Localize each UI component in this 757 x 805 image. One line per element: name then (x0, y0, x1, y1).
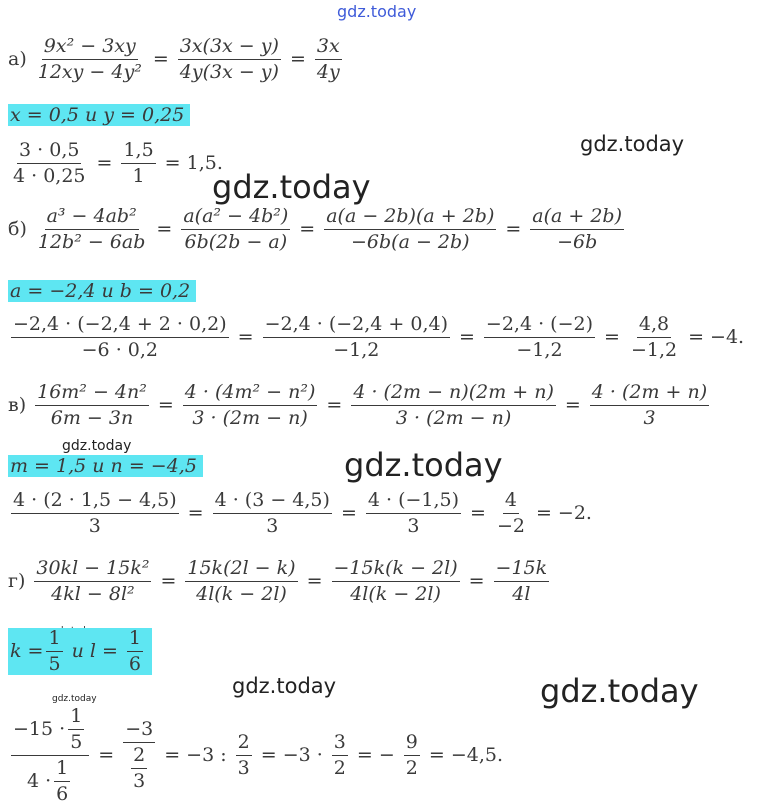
fraction (11, 140, 88, 187)
numerator: 3 (332, 732, 348, 756)
fraction (178, 36, 281, 83)
numerator-factor: −15 · (13, 717, 66, 740)
numerator: 15k(2l − k) (185, 558, 297, 582)
fraction (366, 490, 461, 537)
problem-g-calculation: −15 · $\frac{1}{5}$ 4 · $\frac{1}{6}$ = $\frac{-3}{\frac{2}{3}}$ = −3 : $\frac{2}{3}$ = −3 · $\frac{3}{2}$ = − $\frac{9}{2}$ = −4,5. (13, 705, 503, 805)
problem-v-calculation: $\frac{4 \cdot (2 \cdot 1,5 - 4,5)}{3}$ = $\frac{4 \cdot (3 - 4,5)}{3}$ = $\frac{4 \cdot (-1,5)}{3}$ = $\frac{4}{-2}$ = −2. (13, 489, 592, 537)
watermark: gdz.today (580, 132, 685, 156)
watermark: gdz.today (62, 438, 132, 454)
numerator: 3x (315, 36, 342, 60)
numerator: a(a + 2b) (530, 206, 624, 230)
denominator: 4y(3x − y) (179, 60, 279, 83)
numerator: 4 · (2m + n) (590, 382, 709, 406)
highlighted-values: m = 1,5 и n = −4,5 (8, 455, 203, 477)
numerator: 30kl − 15k² (34, 558, 151, 582)
fraction (121, 140, 155, 187)
denominator: −2 (496, 514, 525, 537)
denominator: −6b(a − 2b) (351, 230, 470, 253)
numerator: 4 · (3 − 4,5) (213, 490, 332, 514)
denominator: 4l(k − 2l) (350, 582, 441, 605)
numerator: 1 (54, 758, 70, 782)
problem-v-expression: в) $\frac{\text{16m² − 4n²}}{6m - 3n}$ = $\frac{\text{4 · (4m² − n²)}}{3 \cdot (2m - n)}$ = $\frac{4 \cdot (2m - n)(2m + n)}{3 \cdot (2m - n)}$ = $\frac{4 \cdot (2m + n)}{3}$ (8, 381, 708, 429)
denominator-factor: 4 · (27, 769, 52, 792)
compound-fraction (11, 706, 89, 805)
fraction (629, 314, 679, 361)
numerator (11, 706, 89, 756)
numerator: a(a² − 4b²) (181, 206, 290, 230)
denominator: 4y (316, 60, 340, 83)
fraction (11, 314, 229, 361)
result: = −2. (535, 502, 592, 525)
fraction (185, 558, 297, 605)
fraction (351, 382, 556, 429)
denominator: −1,2 (630, 338, 678, 361)
denominator: 4l (512, 582, 531, 605)
value-k-label: k = (10, 640, 44, 663)
fraction (54, 758, 70, 805)
numerator: −2,4 · (−2) (484, 314, 595, 338)
numerator: 1 (46, 628, 62, 652)
denominator: 4 · 0,25 (13, 164, 86, 187)
numerator: a³ − 4ab² (45, 206, 139, 230)
fraction (590, 382, 709, 429)
problem-a-calculation: $\frac{3 \cdot 0,5}{4 \cdot 0,25}$ = $\frac{1,5}{1}$ = 1,5. (13, 139, 223, 187)
numerator: 1 (127, 628, 143, 652)
fraction (315, 36, 342, 83)
denominator: −6b (557, 230, 598, 253)
numerator: 4 · (2m − n)(2m + n) (351, 382, 556, 406)
operation-text: = −3 : (164, 744, 227, 767)
highlighted-values (8, 628, 152, 675)
problem-label: б) (8, 218, 27, 241)
numerator: 9x² − 3xy (42, 36, 138, 60)
fraction (46, 628, 62, 675)
watermark: gdz.today (344, 446, 503, 484)
fraction (183, 382, 318, 429)
numerator: −2,4 · (−2,4 + 0,4) (263, 314, 450, 338)
denominator (126, 743, 152, 792)
problem-label: а) (8, 48, 27, 71)
fraction (36, 206, 148, 253)
denominator: 6m − 3n (50, 406, 134, 429)
problem-b-expression: б) $\frac{\text{a³ − 4ab²}}{\text{12b² − 6ab}}$ = $\frac{\text{a(a² − 4b²)}}{6b(2b - a)}$ = $\frac{a(a - 2b)(a + 2b)}{-6b(a - 2b)}$ = $\frac{a(a + 2b)}{-6b}$ (8, 205, 623, 253)
problem-a-values (8, 104, 190, 126)
fraction (530, 206, 624, 253)
fraction (324, 206, 496, 253)
fraction (35, 382, 149, 429)
operation-text: = − (356, 744, 395, 767)
denominator: 6 (56, 782, 69, 805)
watermark: gdz.today (540, 672, 699, 710)
numerator: 4,8 (637, 314, 671, 338)
numerator: −15k(k − 2l) (332, 558, 460, 582)
fraction (484, 314, 595, 361)
denominator: 3 · (2m − n) (192, 406, 308, 429)
highlighted-values: a = −2,4 и b = 0,2 (8, 280, 196, 302)
denominator: 4l(k − 2l) (196, 582, 287, 605)
result: = −4,5. (428, 744, 503, 767)
denominator: 2 (333, 756, 346, 779)
highlighted-values: x = 0,5 и y = 0,25 (8, 104, 190, 126)
result: = −4. (688, 326, 745, 349)
denominator: 12b² − 6ab (37, 230, 146, 253)
fraction (263, 314, 450, 361)
fraction (36, 36, 144, 83)
numerator: 9 (404, 732, 420, 756)
numerator: 4 · (−1,5) (366, 490, 461, 514)
denominator: 6 (128, 652, 141, 675)
denominator: −6 · 0,2 (81, 338, 158, 361)
fraction (213, 490, 332, 537)
watermark: gdz.today (212, 168, 371, 206)
numerator: 3x(3x − y) (178, 36, 281, 60)
problem-a-expression: а) $\frac{\text{9x² − 3xy}}{\text{12xy − 4y²}}$ = $\frac{3x(3x - y)}{4y(3x - y)}$ = $\frac{3x}{4y}$ (8, 35, 340, 83)
watermark: gdz.today (52, 694, 97, 704)
problem-b-calculation: $\frac{-2,4 \cdot (-2,4 + 2 \cdot 0,2)}{-6 \cdot 0,2}$ = $\frac{-2,4 \cdot (-2,4 + 0,4)}{-1,2}$ = $\frac{-2,4 \cdot (-2)}{-1,2}$ = $\frac{4,8}{-1,2}$ = −4. (13, 313, 745, 361)
denominator: 1 (132, 164, 145, 187)
value-l-label: и l = (71, 640, 118, 663)
numerator: 4 · (2 · 1,5 − 4,5) (11, 490, 179, 514)
numerator: 1 (68, 706, 84, 730)
compound-fraction (123, 719, 155, 792)
fraction (332, 558, 460, 605)
denominator: 4kl − 8l² (51, 582, 135, 605)
denominator: 3 (266, 514, 279, 537)
fraction (495, 490, 527, 537)
numerator: 4 (503, 490, 519, 514)
numerator: 4 · (4m² − n²) (183, 382, 318, 406)
problem-b-values (8, 280, 196, 302)
denominator: 5 (70, 730, 83, 753)
numerator: 1,5 (121, 140, 155, 164)
numerator: 2 (236, 732, 252, 756)
numerator: −15k (494, 558, 550, 582)
denominator: 3 (133, 769, 146, 792)
numerator: −3 (123, 719, 155, 743)
fraction (11, 490, 179, 537)
fraction (332, 732, 348, 779)
denominator: 5 (48, 652, 61, 675)
watermark: gdz.today (232, 674, 337, 698)
denominator: 3 (237, 756, 250, 779)
problem-g-expression: г) $\frac{\text{30kl − 15k²}}{\text{4kl − 8l²}}$ = $\frac{15k(2l - k)}{4l(k - 2l)}$ = $\frac{-15k(k - 2l)}{4l(k - 2l)}$ = $\frac{-15k}{4l}$ (8, 557, 548, 605)
fraction (127, 628, 143, 675)
fraction (404, 732, 420, 779)
denominator: 2 (405, 756, 418, 779)
fraction (68, 706, 84, 753)
result: = 1,5. (164, 152, 223, 175)
denominator: 12xy − 4y² (37, 60, 142, 83)
denominator (25, 756, 75, 805)
denominator: 6b(2b − a) (184, 230, 288, 253)
fraction (34, 558, 151, 605)
watermark-top: gdz.today (337, 2, 417, 21)
numerator: 3 · 0,5 (17, 140, 81, 164)
fraction (236, 732, 252, 779)
problem-label: г) (8, 570, 26, 593)
denominator: 3 · (2m − n) (395, 406, 512, 429)
problem-v-values (8, 455, 203, 477)
fraction (494, 558, 550, 605)
fraction (181, 206, 290, 253)
problem-label: в) (8, 394, 27, 417)
numerator: −2,4 · (−2,4 + 2 · 0,2) (11, 314, 229, 338)
denominator: 3 (643, 406, 656, 429)
numerator: 2 (131, 745, 147, 769)
problem-g-values (8, 628, 152, 675)
denominator: 3 (407, 514, 420, 537)
denominator: 3 (88, 514, 101, 537)
denominator: −1,2 (333, 338, 380, 361)
operation-text: = −3 · (260, 744, 323, 767)
fraction (131, 745, 147, 792)
numerator: 16m² − 4n² (35, 382, 149, 406)
denominator: −1,2 (516, 338, 563, 361)
numerator: a(a − 2b)(a + 2b) (324, 206, 496, 230)
